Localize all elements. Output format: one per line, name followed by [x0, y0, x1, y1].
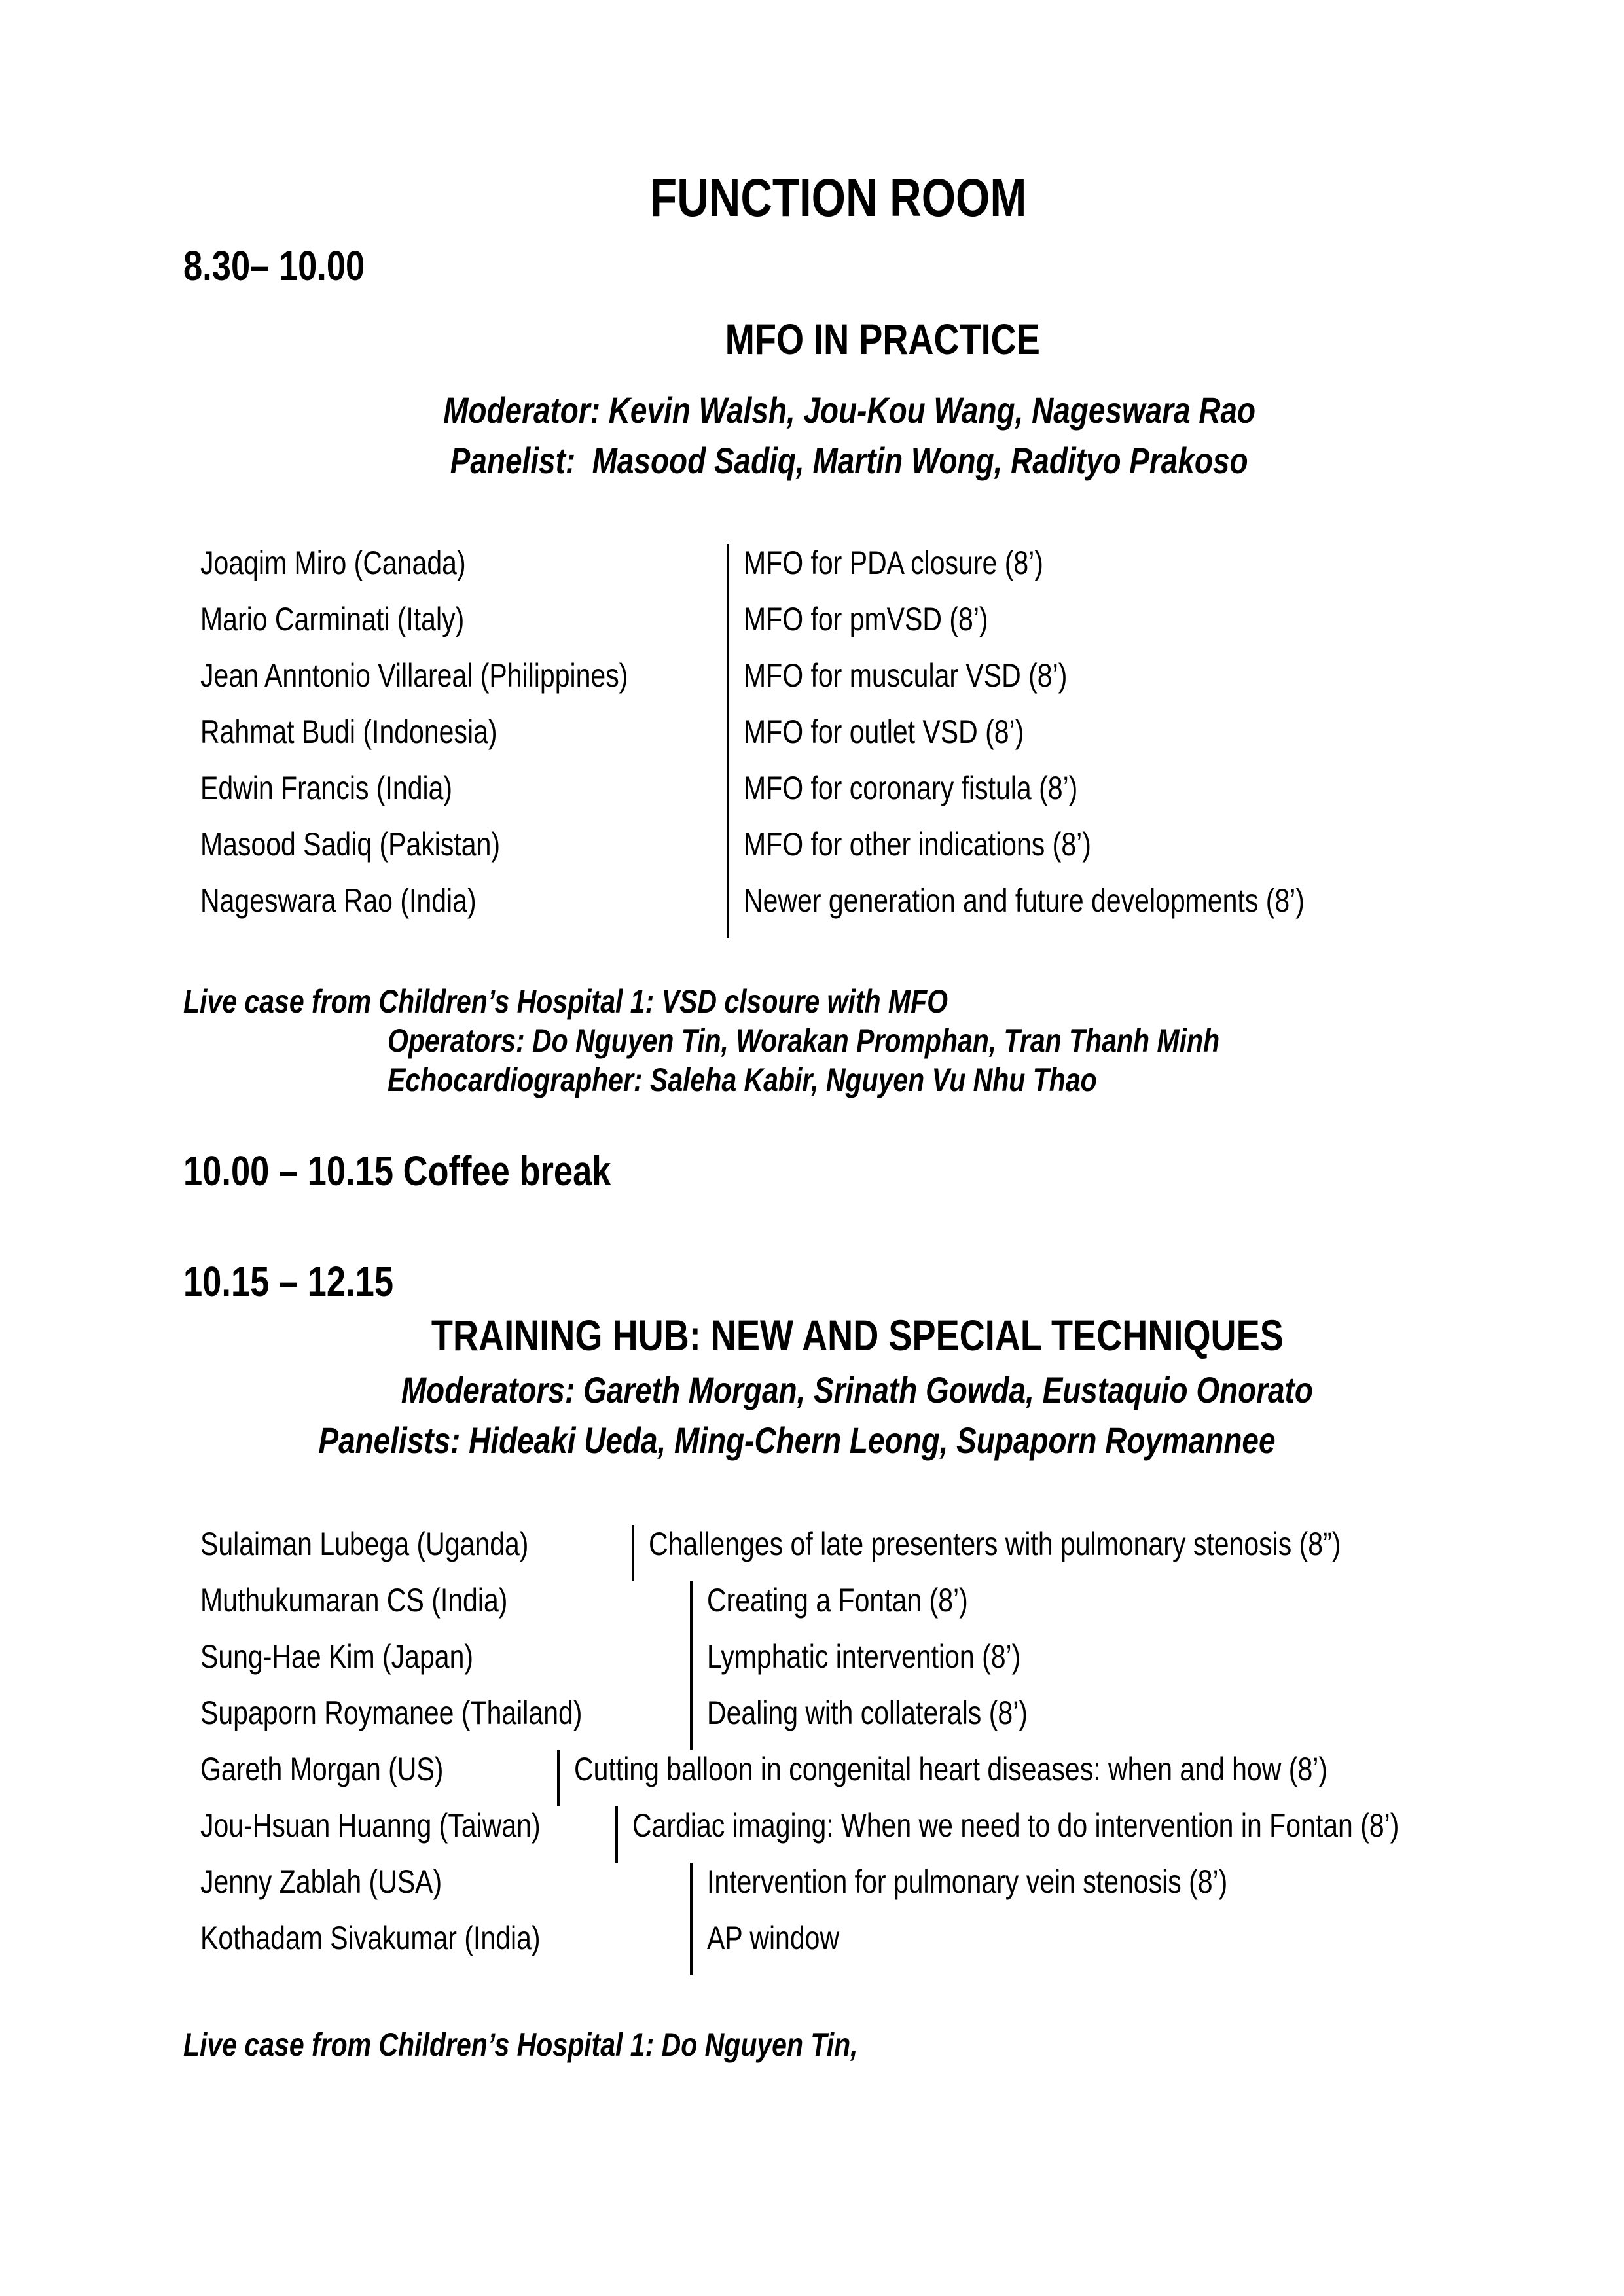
- agenda-row: [183, 882, 1493, 938]
- talk-cell: [632, 1525, 1493, 1581]
- speaker-cell: [183, 544, 727, 600]
- page-title: [183, 168, 1493, 228]
- speaker-name: Sulaiman Lubega (Uganda): [200, 1526, 529, 1562]
- talk-cell: [690, 1581, 1493, 1638]
- speaker-cell: [183, 1525, 632, 1581]
- speaker-name: Kothadam Sivakumar (India): [200, 1920, 541, 1956]
- live-case-operators: [183, 1021, 1493, 1060]
- live-case-2-title: [183, 2025, 1493, 2064]
- agenda-row: [183, 1638, 1493, 1694]
- talk-cell: [727, 769, 1493, 825]
- agenda-row: [183, 825, 1493, 882]
- speaker-name: Edwin Francis (India): [200, 770, 453, 806]
- speaker-name: Nageswara Rao (India): [200, 882, 477, 919]
- session2-panelists-line: [183, 1422, 1493, 1459]
- talk-cell: [727, 600, 1493, 656]
- speaker-name: Masood Sadiq (Pakistan): [200, 826, 501, 863]
- session1-agenda: [183, 544, 1493, 938]
- talk-title: MFO for outlet VSD (8’): [744, 713, 1024, 750]
- live-case-echocardiographer: [183, 1060, 1493, 1100]
- agenda-row: [183, 544, 1493, 600]
- session2-agenda: [183, 1525, 1493, 1975]
- talk-title: MFO for PDA closure (8’): [744, 545, 1043, 581]
- agenda-row: [183, 1919, 1493, 1975]
- talk-title: Intervention for pulmonary vein stenosis (8’): [707, 1863, 1228, 1900]
- speaker-cell: [183, 1806, 615, 1863]
- speaker-cell: [183, 600, 727, 656]
- talk-cell: [557, 1750, 1493, 1806]
- speaker-cell: [183, 1581, 690, 1638]
- agenda-row: [183, 656, 1493, 713]
- talk-cell: [727, 656, 1493, 713]
- talk-cell: [727, 825, 1493, 882]
- agenda-row: [183, 1806, 1493, 1863]
- agenda-row: [183, 713, 1493, 769]
- coffee-break: [183, 1147, 1493, 1194]
- talk-title: Cutting balloon in congenital heart diseases: when and how (8’): [574, 1751, 1328, 1787]
- agenda-row: [183, 1694, 1493, 1750]
- session2-live-case: [183, 2025, 1493, 2064]
- live-case-title-text: Live case from Children’s Hospital 1: VSD clsoure with MFO: [183, 983, 948, 1020]
- talk-cell: [690, 1694, 1493, 1750]
- session1-panelist-line: [183, 442, 1493, 479]
- speaker-name: Jean Anntonio Villareal (Philippines): [200, 657, 628, 694]
- speaker-name: Jenny Zablah (USA): [200, 1863, 442, 1900]
- session2-title: [183, 1311, 1493, 1359]
- talk-title: MFO for pmVSD (8’): [744, 601, 988, 637]
- session2-moderators-line: [183, 1369, 1493, 1410]
- talk-cell: [690, 1638, 1493, 1694]
- agenda-row: [183, 600, 1493, 656]
- session1-time: [183, 242, 1493, 289]
- live-case-operators-text: Operators: Do Nguyen Tin, Worakan Promphan, Tran Thanh Minh: [388, 1022, 1220, 1059]
- speaker-name: Muthukumaran CS (India): [200, 1582, 508, 1619]
- talk-title: Newer generation and future developments (8’): [744, 882, 1305, 919]
- speaker-cell: [183, 713, 727, 769]
- speaker-name: Joaqim Miro (Canada): [200, 545, 466, 581]
- session2-time-text: 10.15 – 12.15: [183, 1258, 394, 1305]
- speaker-name: Mario Carminati (Italy): [200, 601, 465, 637]
- talk-title: Dealing with collaterals (8’): [707, 1695, 1028, 1731]
- speaker-name: Supaporn Roymanee (Thailand): [200, 1695, 583, 1731]
- talk-title: Creating a Fontan (8’): [707, 1582, 968, 1619]
- talk-title: MFO for muscular VSD (8’): [744, 657, 1068, 694]
- session1-live-case: [183, 982, 1493, 1100]
- talk-cell: [690, 1863, 1493, 1919]
- speaker-name: Gareth Morgan (US): [200, 1751, 444, 1787]
- session2-title-text: TRAINING HUB: NEW AND SPECIAL TECHNIQUES: [431, 1311, 1284, 1359]
- speaker-cell: [183, 1638, 690, 1694]
- speaker-cell: [183, 882, 727, 938]
- talk-title: AP window: [707, 1920, 840, 1956]
- speaker-cell: [183, 769, 727, 825]
- speaker-cell: [183, 1750, 557, 1806]
- page-title-text: FUNCTION ROOM: [649, 168, 1027, 228]
- speaker-name: Sung-Hae Kim (Japan): [200, 1638, 474, 1675]
- live-case-echocardiographer-text: Echocardiographer: Saleha Kabir, Nguyen Vu Nhu Thao: [388, 1062, 1097, 1098]
- talk-title: MFO for coronary fistula (8’): [744, 770, 1078, 806]
- speaker-cell: [183, 656, 727, 713]
- speaker-cell: [183, 1919, 690, 1975]
- session1-moderator-text: Moderator: Kevin Walsh, Jou-Kou Wang, Nageswara Rao: [443, 389, 1255, 431]
- speaker-cell: [183, 1694, 690, 1750]
- session1-title: [183, 317, 1493, 361]
- talk-cell: [615, 1806, 1568, 1863]
- speaker-name: Rahmat Budi (Indonesia): [200, 713, 497, 750]
- agenda-row: [183, 769, 1493, 825]
- session2-time: [183, 1258, 1493, 1305]
- agenda-row: [183, 1581, 1493, 1638]
- talk-cell: [727, 713, 1493, 769]
- speaker-cell: [183, 1863, 690, 1919]
- talk-cell: [727, 882, 1493, 938]
- session1-panelist-text: Panelist: Masood Sadiq, Martin Wong, Radityo Prakoso: [450, 440, 1248, 481]
- session1-time-text: 8.30– 10.00: [183, 242, 365, 289]
- speaker-name: Jou-Hsuan Huanng (Taiwan): [200, 1807, 541, 1844]
- talk-title: Cardiac imaging: When we need to do intervention in Fontan (8’): [632, 1807, 1399, 1844]
- talk-title: MFO for other indications (8’): [744, 826, 1091, 863]
- live-case-title: [183, 982, 1493, 1021]
- session1-title-text: MFO IN PRACTICE: [725, 315, 1041, 363]
- talk-title: Lymphatic intervention (8’): [707, 1638, 1021, 1675]
- talk-title: Challenges of late presenters with pulmonary stenosis (8”): [649, 1526, 1341, 1562]
- coffee-break-text: 10.00 – 10.15 Coffee break: [183, 1147, 611, 1194]
- session1-moderator-line: [183, 389, 1493, 431]
- agenda-row: [183, 1863, 1493, 1919]
- session2-moderators-text: Moderators: Gareth Morgan, Srinath Gowda, Eustaquio Onorato: [401, 1369, 1313, 1410]
- talk-cell: [690, 1919, 1493, 1975]
- talk-cell: [727, 544, 1493, 600]
- agenda-row: [183, 1525, 1493, 1581]
- speaker-cell: [183, 825, 727, 882]
- session2-panelists-text: Panelists: Hideaki Ueda, Ming-Chern Leong, Supaporn Roymannee: [318, 1420, 1276, 1461]
- agenda-row: [183, 1750, 1493, 1806]
- live-case-2-title-text: Live case from Children’s Hospital 1: Do Nguyen Tin,: [183, 2026, 858, 2063]
